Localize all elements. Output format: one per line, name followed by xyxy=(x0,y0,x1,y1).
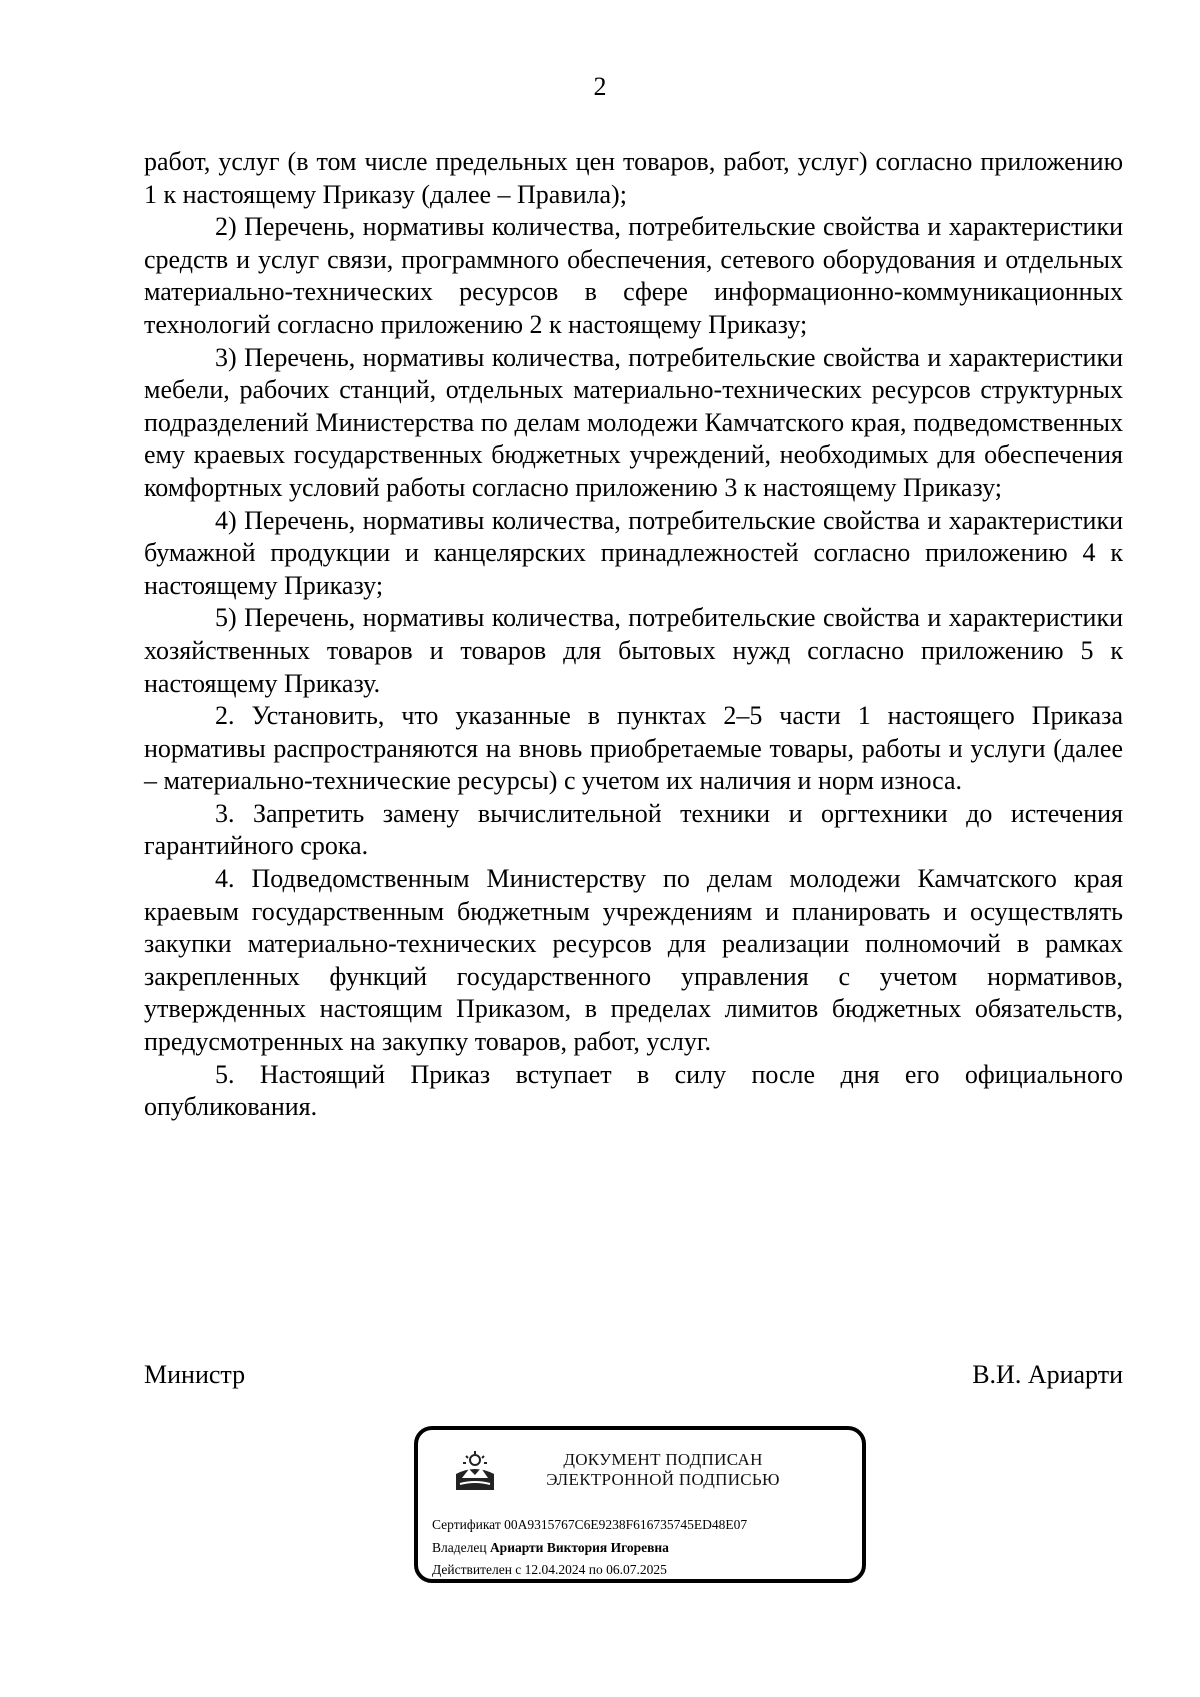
paragraph-clause-2: 2. Установить, что указанные в пунктах 2–5 части 1 настоящего Приказа нормативы распространяются на вновь приобретаемые товары, работы и услуги (далее – материально-технические ресурсы) с учетом их наличия и норм износа. xyxy=(144,701,1123,796)
paragraph-item-5: 5) Перечень, нормативы количества, потребительские свойства и характеристики хозяйственных товаров и товаров для бытовых нужд согласно приложению 5 к настоящему Приказу. xyxy=(144,603,1123,698)
stamp-heading-line-2: ЭЛЕКТРОННОЙ ПОДПИСЬЮ xyxy=(546,1470,780,1489)
certificate-label: Сертификат xyxy=(432,1517,501,1532)
paragraph-clause-3: 3. Запретить замену вычислительной техники и оргтехники до истечения гарантийного срока. xyxy=(144,798,1123,861)
owner-value: Ариарти Виктория Игоревна xyxy=(489,1539,669,1555)
document-body xyxy=(144,146,1123,1124)
stamp-owner-line xyxy=(432,1537,747,1560)
valid-to: 06.07.2025 xyxy=(606,1562,667,1577)
coat-of-arms-icon xyxy=(452,1450,498,1492)
stamp-heading-line-1: ДОКУМЕНТ ПОДПИСАН xyxy=(563,1450,763,1469)
owner-label: Владелец xyxy=(432,1539,487,1555)
paragraph-clause-5: 5. Настоящий Приказ вступает в силу после дня его официального опубликования. xyxy=(144,1059,1123,1122)
certificate-value: 00A9315767C6E9238F616735745ED48E07 xyxy=(504,1517,748,1532)
page-number: 2 xyxy=(593,72,607,101)
stamp-heading xyxy=(528,1450,798,1490)
signatory-position: Министр xyxy=(144,1360,246,1389)
valid-to-label: по xyxy=(588,1562,603,1577)
paragraph-clause-4: 4. Подведомственным Министерству по делам молодежи Камчатского края краевым государственным бюджетным учреждениям и планировать и осуществлять закупки материально-технических ресурсов для реализации полномочий в рамках закрепленных функций государственного управления с учетом нормативов, утвержденных настоящим Приказом, в пределах лимитов бюджетных обязательств, предусмотренных на закупку товаров, работ, услуг. xyxy=(144,864,1123,1057)
signature-block xyxy=(144,1360,1123,1390)
signatory-name: В.И. Ариарти xyxy=(972,1360,1123,1389)
valid-from: 12.04.2024 xyxy=(524,1562,586,1577)
valid-label: Действителен с xyxy=(432,1562,522,1577)
paragraph-continuation: работ, услуг (в том числе предельных цен товаров, работ, услуг) согласно приложению 1 к настоящему Приказу (далее – Правила); xyxy=(144,147,1123,209)
paragraph-item-2: 2) Перечень, нормативы количества, потребительские свойства и характеристики средств и услуг связи, программного обеспечения, сетевого оборудования и отдельных материально-технических ресурсов в сфере информационно-коммуникационных технологий согласно приложению 2 к настоящему Приказу; xyxy=(144,212,1123,339)
electronic-signature-stamp xyxy=(414,1426,866,1583)
paragraph-item-4: 4) Перечень, нормативы количества, потребительские свойства и характеристики бумажной продукции и канцелярских принадлежностей согласно приложению 4 к настоящему Приказу; xyxy=(144,505,1123,600)
stamp-details xyxy=(432,1514,747,1582)
stamp-certificate-line xyxy=(432,1514,747,1537)
paragraph-item-3: 3) Перечень, нормативы количества, потребительские свойства и характеристики мебели, рабочих станций, отдельных материально-технических ресурсов структурных подразделений Министерства по делам молодежи Камчатского края, подведомственных ему краевых государственных бюджетных учреждений, необходимых для обеспечения комфортных условий работы согласно приложению 3 к настоящему Приказу; xyxy=(144,342,1123,502)
stamp-validity-line xyxy=(432,1559,747,1582)
